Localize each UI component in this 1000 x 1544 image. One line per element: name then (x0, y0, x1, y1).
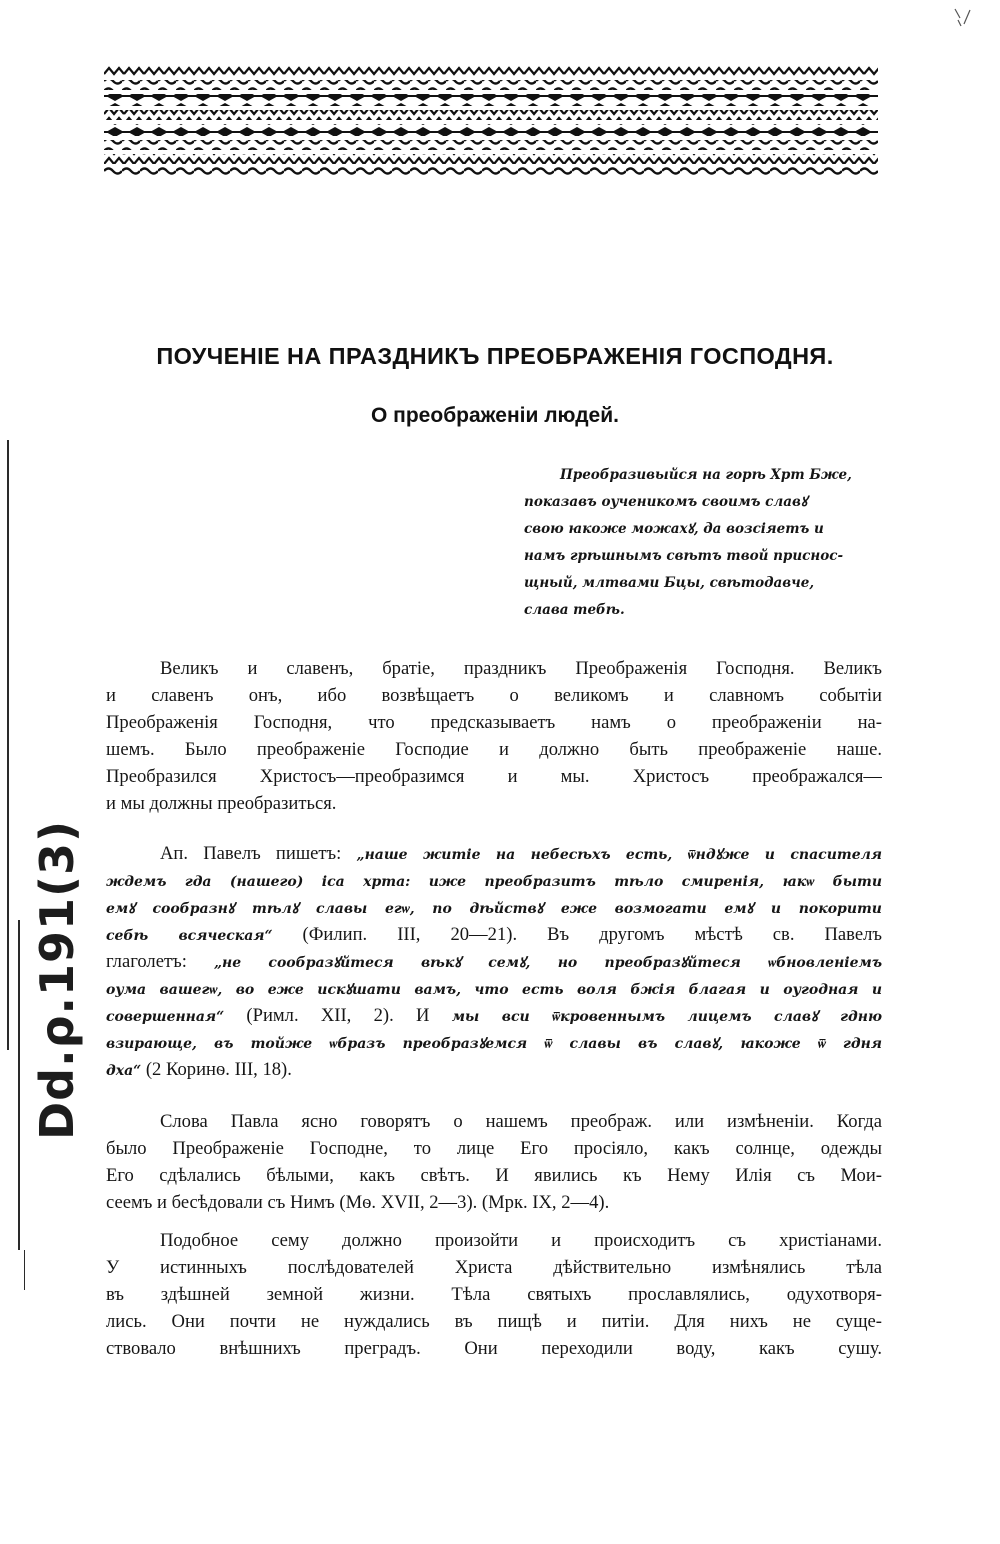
text-line: Великъ и славенъ, братіе, праздникъ Преображенія Господня. Великъ (160, 658, 882, 679)
paragraph-1 (106, 655, 882, 817)
text-line (106, 1029, 882, 1056)
text-line: сеемъ и бесѣдовали съ Нимъ (Мѳ. XVII, 2—3). (Мрк. IX, 2—4). (106, 1192, 610, 1213)
text-line (106, 975, 882, 1002)
text-line: Слова Павла ясно говорятъ о нашемъ преображ. или измѣненіи. Когда (160, 1111, 882, 1132)
church-slavonic-quote: ждемъ гда (нашего) іса хрта: иже преобразитъ тѣло смиренія, ꙗкѡ быти (106, 874, 882, 890)
text-line: и славенъ онъ, ибо возвѣщаетъ о великомъ и славномъ событіи (106, 685, 882, 706)
church-slavonic-quote: „наше житіе на небесѣхъ есть, ѿндꙋже и спасителя (356, 847, 882, 863)
text-line (106, 840, 882, 867)
paragraph-4 (106, 1227, 882, 1362)
epigraph-line: показавъ оученикомъ своимъ славꙋ (524, 494, 808, 510)
church-slavonic-quote: себѣ всяческая“ (106, 928, 273, 944)
header-ornament (104, 66, 878, 176)
church-slavonic-quote: взирающе, въ тойже ѡбразъ преобразꙋемся ѿ славы въ славꙋ, ꙗкоже ѿ гдня (106, 1036, 882, 1052)
text-line: шемъ. Было преображеніе Господие и должно быть преображеніе наше. (106, 739, 882, 760)
paragraph-2 (106, 840, 882, 1083)
epigraph-line: щный, млтвами Бцы, свѣтодавче, (524, 575, 815, 591)
church-slavonic-quote: оума вашегѡ, во еже искꙋшати вамъ, что есть воля бжія благая и оугодная и (106, 982, 882, 998)
text-line (106, 1056, 882, 1083)
text-line: Преобразился Христосъ—преобразимся и мы. Христосъ преображался— (106, 766, 882, 787)
library-shelfmark: Dd.ρ.191(3) (30, 819, 84, 1140)
margin-rule (7, 440, 9, 1050)
paragraph-3 (106, 1108, 882, 1216)
margin-rule (18, 920, 20, 1250)
text-line (106, 894, 882, 921)
text-run: (Римл. XII, 2). И (224, 1005, 452, 1026)
church-slavonic-quote: дха“ (106, 1063, 142, 1079)
sermon-subtitle: О преображеніи людей. (371, 404, 619, 427)
text-run: (2 Коринѳ. III, 18). (141, 1059, 292, 1080)
text-line: У истинныхъ послѣдователей Христа дѣйствительно измѣнялись тѣла (106, 1257, 882, 1278)
epigraph (524, 462, 884, 624)
text-run: Ап. Павелъ пишетъ: (160, 843, 357, 864)
text-line: и мы должны преобразиться. (106, 793, 337, 814)
text-line (106, 921, 882, 948)
corner-mark (952, 6, 976, 28)
text-line: ствовало внѣшнихъ преградъ. Они переходили воду, какъ сушу. (106, 1338, 882, 1359)
text-line (106, 948, 882, 975)
church-slavonic-quote: совершенная“ (106, 1009, 225, 1025)
text-run: глаголетъ: (106, 951, 214, 972)
text-line (106, 867, 882, 894)
text-line: лись. Они почти не нуждались въ пищѣ и питіи. Для нихъ не суще- (106, 1311, 882, 1332)
text-line: Подобное сему должно произойти и происходитъ съ христіанами. (160, 1230, 882, 1251)
margin-rule (24, 1250, 25, 1290)
text-line: Преображенія Господня, что предсказываетъ намъ о преображеніи на- (106, 712, 882, 733)
epigraph-line: намъ грѣшнымъ свѣтъ твой приснос- (524, 548, 844, 564)
text-run: (Филип. III, 20—21). Въ другомъ мѣстѣ св. Павелъ (272, 924, 882, 945)
epigraph-line: слава тебѣ. (524, 602, 625, 618)
text-line (106, 1002, 882, 1029)
epigraph-line: свою ꙗкоже можахꙋ, да возсіяетъ и (524, 521, 824, 537)
church-slavonic-quote: емꙋ сообразнꙋ тѣлꙋ славы егѡ, по дѣйствꙋ еже возмогати емꙋ и покорити (106, 901, 882, 917)
text-line: въ здѣшней земной жизни. Тѣла святыхъ прославлялись, одухотворя- (106, 1284, 882, 1305)
church-slavonic-quote: мы вси ѿкровеннымъ лицемъ славꙋ гдню (451, 1009, 882, 1025)
sermon-title: ПОУЧЕНІЕ НА ПРАЗДНИКЪ ПРЕОБРАЖЕНІЯ ГОСПОДНЯ. (156, 343, 834, 369)
epigraph-line: Преобразивыйся на горѣ Хрт Бже, (560, 467, 852, 483)
church-slavonic-quote: „не сообразꙋйтеся вѣкꙋ семꙋ, но преобразꙋйтеся ѡбновленіемъ (213, 955, 882, 971)
text-line: было Преображеніе Господне, то лице Его просіяло, какъ солнце, одежды (106, 1138, 882, 1159)
text-line: Его сдѣлались бѣлыми, какъ свѣтъ. И явились къ Нему Илія съ Мои- (106, 1165, 882, 1186)
